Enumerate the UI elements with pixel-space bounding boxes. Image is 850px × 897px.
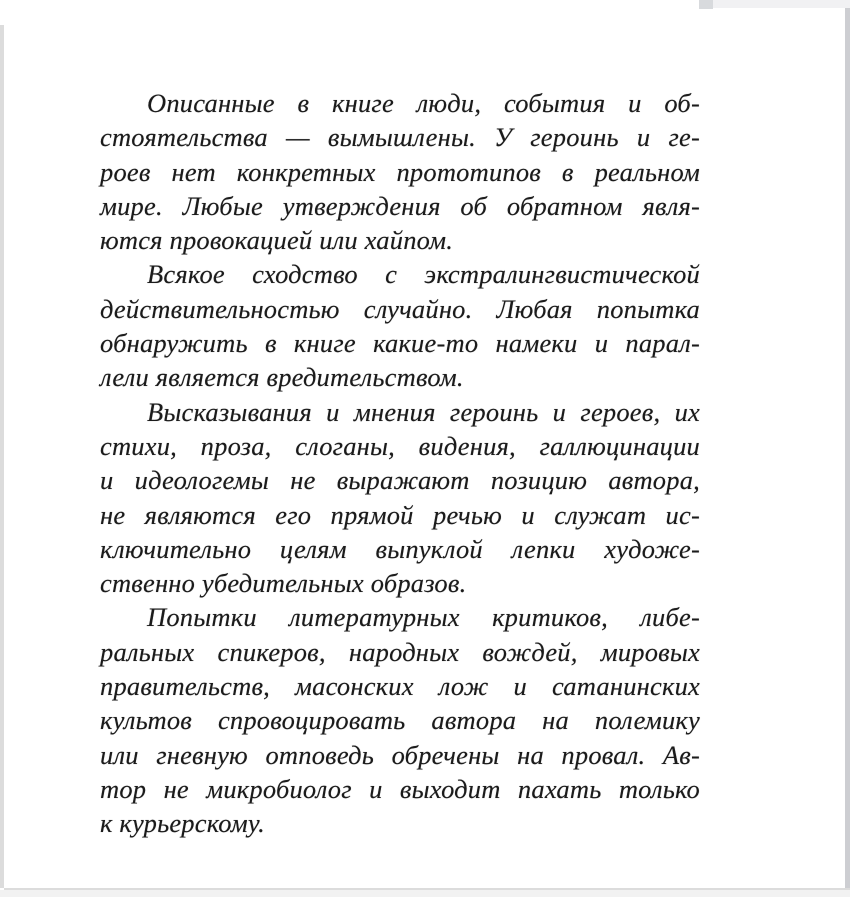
scan-edge-right bbox=[845, 6, 850, 888]
scan-top-right-band bbox=[712, 0, 850, 8]
text-line: лели является вредительством. bbox=[100, 362, 464, 393]
text-line: стоятельства — вымышлены. У героинь и ге- bbox=[100, 122, 700, 153]
text-line: ключительно целям выпуклой лепки художе- bbox=[100, 533, 700, 564]
text-line: ственно убедительных образов. bbox=[100, 568, 467, 599]
text-line: роев нет конкретных прототипов в реальном bbox=[100, 156, 700, 187]
text-line: ральных спикеров, народных вождей, мировых bbox=[100, 636, 700, 667]
text-line: обнаружить в книге какие-то намеки и парал- bbox=[100, 328, 700, 359]
paragraph bbox=[100, 395, 700, 601]
scan-edge-left bbox=[0, 25, 4, 888]
text-line: правительств, масонских лож и сатанинских bbox=[100, 671, 700, 702]
paragraph bbox=[100, 257, 700, 394]
text-line: тор не микробиолог и выходит пахать только bbox=[100, 773, 700, 804]
page-text-block bbox=[100, 86, 700, 841]
paragraph bbox=[100, 86, 700, 257]
text-line: мире. Любые утверждения об обратном явля- bbox=[100, 190, 700, 221]
text-line: культов спровоцировать автора на полемику bbox=[100, 705, 700, 736]
scan-bottom-band bbox=[0, 890, 850, 897]
text-line: не являются его прямой речью и служат ис- bbox=[100, 499, 700, 530]
text-line: Попытки литературных критиков, либе- bbox=[147, 602, 700, 633]
text-line: к курьерскому. bbox=[100, 808, 265, 839]
text-line: и идеологемы не выражают позицию автора, bbox=[100, 465, 700, 496]
paragraph bbox=[100, 600, 700, 840]
text-line: Высказывания и мнения героинь и героев, их bbox=[147, 396, 700, 427]
scan-top-notch bbox=[699, 0, 713, 9]
text-line: Всякое сходство с экстралингвистической bbox=[147, 259, 700, 290]
text-line: Описанные в книге люди, события и об- bbox=[147, 88, 700, 118]
text-line: ются провокацией или хайпом. bbox=[100, 225, 454, 256]
text-line: стихи, проза, слоганы, видения, галлюцинации bbox=[100, 430, 700, 461]
text-line: или гневную отповедь обречены на провал. Ав- bbox=[100, 739, 700, 770]
text-line: действительностью случайно. Любая попытка bbox=[100, 293, 700, 324]
